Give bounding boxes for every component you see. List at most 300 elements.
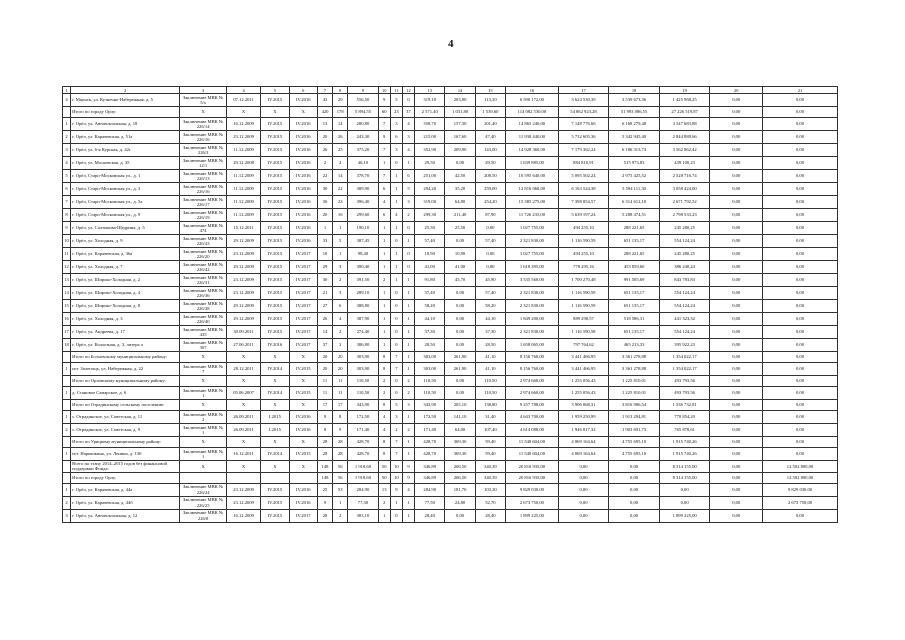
table-cell: 41,10 <box>475 352 505 363</box>
table-cell: 50 <box>378 472 390 483</box>
table-cell: IV.2016 <box>289 209 317 222</box>
table-cell <box>289 472 317 483</box>
table-cell: 23.12.2009 <box>226 274 260 287</box>
table-cell: 172,50 <box>415 411 445 424</box>
table-cell: 20 <box>317 363 332 376</box>
table-cell: 5 288 474,51 <box>609 209 660 222</box>
table-cell <box>63 472 71 483</box>
table-cell: 10,90 <box>415 248 445 261</box>
table-cell: X <box>261 400 289 411</box>
table-cell: 1 <box>402 339 414 352</box>
table-cell: X <box>226 437 260 448</box>
table-cell: 5 342 945,40 <box>609 131 660 144</box>
table-cell: IV.2016 <box>289 94 317 107</box>
table-cell: 0,00 <box>763 94 838 107</box>
table-cell: X <box>226 400 260 411</box>
table-cell: 11 <box>333 376 348 387</box>
table-cell: 107,40 <box>475 424 505 437</box>
table-cell: 6 <box>63 183 71 196</box>
table-row <box>63 387 838 400</box>
table-cell: 206,50 <box>445 461 475 473</box>
table-cell: 1 027 755,00 <box>506 222 559 235</box>
document-cell: X <box>180 461 227 473</box>
table-cell: 0,00 <box>763 313 838 326</box>
table-cell: 0,00 <box>763 235 838 248</box>
table-cell: IV.2015 <box>261 509 289 522</box>
table-cell: 2 <box>333 157 348 170</box>
column-number: 9 <box>348 87 378 94</box>
table-cell: IV.2015 <box>261 157 289 170</box>
table-cell: 651 135,17 <box>609 300 660 313</box>
table-cell: 58,20 <box>475 300 505 313</box>
address-cell: г. Мценск, ул. Кузнечно-Набережная, д. 5 <box>71 94 180 107</box>
address-cell: г. Орёл, Старо-Московская ул., д. 9 <box>71 209 180 222</box>
table-cell: 0,00 <box>710 352 763 363</box>
table-cell: IV.2017 <box>289 261 317 274</box>
table-cell: 303,90 <box>348 363 378 376</box>
table-cell: 289,10 <box>348 287 378 300</box>
table-cell: 11 <box>63 248 71 261</box>
table-cell <box>63 400 71 411</box>
column-number: 1 <box>63 87 71 94</box>
table-cell: 358,70 <box>415 118 445 131</box>
table-cell: 21 <box>317 287 332 300</box>
column-number: 10 <box>378 87 390 94</box>
table-row <box>63 287 838 300</box>
table-cell: 0,00 <box>445 313 475 326</box>
table-cell: 420 <box>317 107 332 118</box>
table-cell: 17 <box>317 400 332 411</box>
table-cell: IV.2017 <box>289 339 317 352</box>
table-cell: 778 295,16 <box>558 261 609 274</box>
document-cell: Заключение МВК № 435 <box>180 326 227 339</box>
table-row <box>63 313 838 326</box>
table-cell: 3 <box>390 144 402 157</box>
subtotal-row <box>63 107 838 118</box>
address-cell: Итого по городу Орлу: <box>71 107 180 118</box>
table-cell: 64,80 <box>445 196 475 209</box>
table-cell: 245 280,25 <box>659 248 710 261</box>
column-number: 2 <box>71 87 180 94</box>
table-cell: X <box>261 352 289 363</box>
table-cell: 77,50 <box>415 496 445 509</box>
table-cell: 395 922,23 <box>659 339 710 352</box>
table-cell: 375,20 <box>348 144 378 157</box>
table-cell: 28.12.2011 <box>226 363 260 376</box>
table-cell: 28 <box>317 437 332 448</box>
table-cell: 209,90 <box>445 144 475 157</box>
table-cell: 1 918,60 <box>348 472 378 483</box>
table-cell: 25,50 <box>415 222 445 235</box>
table-cell: 10 <box>390 461 402 473</box>
address-cell: г. Орёл, ул. Карачевская, д. 36а <box>71 248 180 261</box>
table-cell: 3 361 278,88 <box>609 352 660 363</box>
table-cell: 9 <box>63 222 71 235</box>
address-cell: с. Отрадинское, ул. Советская, д. 11 <box>71 411 180 424</box>
document-cell <box>180 472 227 483</box>
table-cell: 1 <box>402 437 414 448</box>
table-cell: X <box>289 352 317 363</box>
table-cell: 0,00 <box>710 411 763 424</box>
table-cell: 1 <box>390 196 402 209</box>
table-cell: X <box>289 376 317 387</box>
address-cell: г. Орёл, ул. Холодная, д. 7 <box>71 261 180 274</box>
address-cell: г. Орёл, ул. Широко-Холодная, д. 2 <box>71 274 180 287</box>
table-cell: 4 869 164,64 <box>558 437 609 448</box>
table-cell: 11 726 235,00 <box>506 209 559 222</box>
table-cell: 1 <box>378 326 390 339</box>
table-cell: 6 <box>402 170 414 183</box>
table-cell: 8 314 155,00 <box>659 472 710 483</box>
table-cell: 29,50 <box>475 157 505 170</box>
subtotal-row <box>63 352 838 363</box>
table-cell: 386 240,24 <box>659 261 710 274</box>
table-cell: 3 441 466,95 <box>558 352 609 363</box>
table-cell: I.2015 <box>261 411 289 424</box>
table-cell: 651 135,17 <box>609 287 660 300</box>
table-cell: 29,50 <box>415 157 445 170</box>
table-cell: X <box>261 376 289 387</box>
table-cell: IV.2015 <box>261 496 289 509</box>
table-cell: 2 321 830,00 <box>506 235 559 248</box>
table-cell: 1 700 270,48 <box>558 274 609 287</box>
table-cell: 0 <box>390 235 402 248</box>
table-cell: 0,00 <box>763 209 838 222</box>
document-cell: Заключение МВК № 226/36 <box>180 287 227 300</box>
table-cell: 43 <box>317 94 332 107</box>
table-cell: 29.12.2009 <box>226 235 260 248</box>
table-cell: 20 <box>333 352 348 363</box>
table-cell: 2 <box>402 424 414 437</box>
table-cell: 8 314 155,00 <box>659 461 710 473</box>
table-cell: 2 673 750,00 <box>763 496 838 509</box>
table-cell: IV.2015 <box>261 235 289 248</box>
document-cell: Заключение МВК № 12/1 <box>180 157 227 170</box>
table-cell: 31,40 <box>475 411 505 424</box>
table-cell: 91,80 <box>415 274 445 287</box>
document-cell: Заключение МВК № 1 <box>180 424 227 437</box>
table-cell: 11.12.2009 <box>226 170 260 183</box>
table-cell: 991 505,69 <box>609 274 660 287</box>
table-cell: 378,70 <box>348 170 378 183</box>
table-cell: 6 <box>333 300 348 313</box>
table-cell: 9 <box>378 131 390 144</box>
table-cell: 6 <box>390 131 402 144</box>
table-cell: 30 <box>317 274 332 287</box>
table-cell: IV.2015 <box>261 313 289 326</box>
table-cell: 0 <box>402 94 414 107</box>
table-cell: 1 <box>390 222 402 235</box>
table-cell: 1 116 590,59 <box>558 287 609 300</box>
table-cell: 2 671 792,52 <box>659 196 710 209</box>
table-cell: IV.2016 <box>289 483 317 496</box>
table-row <box>63 118 838 131</box>
table-cell: 387,45 <box>348 235 378 248</box>
table-cell: 28,50 <box>415 339 445 352</box>
table-cell: 23.12.2009 <box>226 287 260 300</box>
table-body <box>63 87 838 523</box>
table-cell: 15 <box>63 300 71 313</box>
table-cell: 1 959 250,99 <box>558 411 609 424</box>
table-cell: 13 <box>378 483 390 496</box>
table-cell: 5 095 502,24 <box>558 170 609 183</box>
table-cell: 2 <box>63 496 71 509</box>
table-row <box>63 209 838 222</box>
table-cell: 7 <box>390 352 402 363</box>
table-cell: 0,00 <box>710 131 763 144</box>
table-row <box>63 411 838 424</box>
table-cell: 6 186 313,74 <box>609 144 660 157</box>
address-cell: Всего по этапу 2014–2015 годов без финансовой поддержки Фонда: <box>71 461 180 473</box>
table-cell: 24,80 <box>445 496 475 509</box>
document-cell: Заключение МВК № 226/17 <box>180 196 227 209</box>
table-cell: 7 <box>378 170 390 183</box>
table-cell: 4 <box>390 209 402 222</box>
table-cell: 0,00 <box>710 170 763 183</box>
table-cell: 1 639 885,00 <box>506 157 559 170</box>
table-cell: 11 <box>317 387 332 400</box>
document-cell: Заключение МВК № 226/19 <box>180 209 227 222</box>
table-cell <box>226 472 260 483</box>
table-cell: 0,00 <box>710 326 763 339</box>
table-cell: 1 <box>402 363 414 376</box>
table-cell: 1 <box>378 235 390 248</box>
table-cell: 16.12.2009 <box>226 118 260 131</box>
table-cell: 3 535 560,00 <box>506 274 559 287</box>
table-row <box>63 261 838 274</box>
table-cell: 1 225 810,01 <box>609 387 660 400</box>
table-cell: 0 <box>402 261 414 274</box>
document-cell: Заключение МВК № 474 <box>180 222 227 235</box>
table-cell: 29 <box>317 261 332 274</box>
table-cell: 87,90 <box>475 209 505 222</box>
table-cell: IV.2015 <box>261 209 289 222</box>
table-cell: 0,00 <box>710 144 763 157</box>
table-cell: 37,30 <box>415 326 445 339</box>
document-cell: Заключение МВК № 226/20 <box>180 248 227 261</box>
table-cell: 0 <box>390 300 402 313</box>
table-cell: 57,40 <box>415 287 445 300</box>
table-cell: 14 <box>317 326 332 339</box>
table-cell: 190,10 <box>348 222 378 235</box>
table-cell: IV.2016 <box>289 235 317 248</box>
table-cell: 4 <box>402 483 414 496</box>
table-cell: 29.12.2009 <box>226 261 260 274</box>
table-cell: 7 <box>63 196 71 209</box>
table-cell: 0,00 <box>445 326 475 339</box>
table-cell: 0,00 <box>710 183 763 196</box>
table-cell: X <box>289 107 317 118</box>
table-cell: 2 <box>63 131 71 144</box>
document-cell: Заключение МВК № 1 <box>180 448 227 461</box>
table-cell: 110,50 <box>475 387 505 400</box>
table-cell: 1 <box>402 274 414 287</box>
table-cell: 2 <box>378 496 390 509</box>
table-cell: 1 <box>317 222 332 235</box>
table-cell: 9 <box>402 472 414 483</box>
table-cell: 243,30 <box>348 131 378 144</box>
table-cell: 6 590 172,00 <box>506 94 559 107</box>
table-cell: 765 878,61 <box>659 424 710 437</box>
table-cell: 14 <box>333 170 348 183</box>
table-cell: 1 <box>63 483 71 496</box>
table-cell: IV.2017 <box>289 326 317 339</box>
table-cell: 11.12.2009 <box>226 144 260 157</box>
address-cell: Итого по Отрадинскому сельскому поселению: <box>71 400 180 411</box>
table-cell: 0,00 <box>710 424 763 437</box>
table-cell: 64,00 <box>445 424 475 437</box>
table-cell: 28,50 <box>475 339 505 352</box>
table-cell: 11 540 604,00 <box>506 448 559 461</box>
column-number: 11 <box>390 87 402 94</box>
table-cell: 10,90 <box>445 248 475 261</box>
table-cell: 2 321 830,00 <box>506 326 559 339</box>
table-cell: 11 <box>317 376 332 387</box>
table-cell: 0 <box>390 326 402 339</box>
table-cell: 1 <box>378 313 390 326</box>
table-cell: IV.2015 <box>261 118 289 131</box>
subtotal-row <box>63 472 838 483</box>
table-cell: 0,00 <box>558 509 609 522</box>
document-cell: Заключение МВК № 226/24 <box>180 483 227 496</box>
table-cell: 208,50 <box>475 170 505 183</box>
column-number: 3 <box>180 87 227 94</box>
table-cell: 1 658 065,00 <box>506 339 559 352</box>
table-cell: X <box>261 461 289 473</box>
table-cell: IV.2016 <box>289 496 317 509</box>
table-cell: 1 915 740,26 <box>659 448 710 461</box>
table-cell: 1 116 590,59 <box>558 300 609 313</box>
table-cell: 1 <box>402 300 414 313</box>
table-cell: 0,00 <box>609 496 660 509</box>
table-cell: 1 <box>402 496 414 509</box>
table-cell: 0,00 <box>763 509 838 522</box>
table-cell: 1 <box>402 448 414 461</box>
table-cell: 05.06.2007 <box>226 387 260 400</box>
page-number: 4 <box>448 38 454 50</box>
table-cell: 4 755 695,10 <box>609 448 660 461</box>
table-cell: 22 <box>317 170 332 183</box>
table-cell: 167,60 <box>445 131 475 144</box>
table-cell: 0,00 <box>710 157 763 170</box>
table-cell: 29.12.2008 <box>226 157 260 170</box>
table-cell: 9 <box>317 496 332 509</box>
table-cell: 211,40 <box>445 209 475 222</box>
table-cell: 35,20 <box>445 183 475 196</box>
table-cell: IV.2015 <box>261 248 289 261</box>
table-cell: 245 280,25 <box>659 222 710 235</box>
table-cell: 10 595 640,00 <box>506 170 559 183</box>
table-cell: 1 <box>390 170 402 183</box>
column-number-row <box>63 87 838 94</box>
table-cell: 54 862 923,28 <box>558 107 609 118</box>
table-cell: 2 <box>63 424 71 437</box>
table-cell: 1 539,60 <box>475 107 505 118</box>
table-cell: 8 <box>378 448 390 461</box>
table-cell: 5 894,55 <box>348 107 378 118</box>
table-cell: 113,30 <box>475 94 505 107</box>
table-cell: 0,00 <box>763 387 838 400</box>
table-cell: 2 975 425,52 <box>609 170 660 183</box>
table-cell: IV.2016 <box>289 222 317 235</box>
table-cell: 1 <box>378 300 390 313</box>
table-cell: 1 <box>378 339 390 352</box>
table-cell: 383,10 <box>348 509 378 522</box>
table-cell: 0,00 <box>763 448 838 461</box>
table-cell: 14 <box>333 118 348 131</box>
table-cell: 0,00 <box>763 326 838 339</box>
table-cell: 171,40 <box>415 424 445 437</box>
table-cell: 46,10 <box>348 157 378 170</box>
table-cell: 110,50 <box>475 376 505 387</box>
table-cell: 8 <box>317 424 332 437</box>
table-cell: 7 398 854,57 <box>558 196 609 209</box>
table-cell: 5 594 111,30 <box>609 183 660 196</box>
table-cell: 7 <box>390 363 402 376</box>
table-cell: 13 <box>317 118 332 131</box>
table-cell: 770 854,20 <box>659 411 710 424</box>
table-cell: IV.2015 <box>261 222 289 235</box>
table-cell: 0,00 <box>763 157 838 170</box>
document-cell: Заключение МВК № 226/38 <box>180 300 227 313</box>
table-cell: X <box>261 437 289 448</box>
table-cell: 1 536 732,81 <box>659 400 710 411</box>
table-cell: 20 <box>333 363 348 376</box>
table-cell: 16.12.2011 <box>226 448 260 461</box>
table-cell: 37,30 <box>475 326 505 339</box>
table-cell: 1 116 590,58 <box>558 326 609 339</box>
table-cell: 346,89 <box>415 461 445 473</box>
table-cell: 23.12.2009 <box>226 496 260 509</box>
table-cell: X <box>226 107 260 118</box>
table-cell: I.2015 <box>261 424 289 437</box>
table-cell: 0,00 <box>710 118 763 131</box>
table-cell: 3 058 424,00 <box>659 183 710 196</box>
document-cell: Заключение МВК № 2 <box>180 411 227 424</box>
table-cell: 11 <box>333 387 348 400</box>
table-cell: 319,00 <box>415 196 445 209</box>
table-cell: 42,50 <box>445 170 475 183</box>
column-number: 20 <box>710 87 763 94</box>
table-cell: 0,00 <box>609 483 660 496</box>
table-cell: 110,50 <box>348 376 378 387</box>
table-cell: 1 <box>402 411 414 424</box>
table-cell: 57,40 <box>475 287 505 300</box>
table-cell: 4 869 164,64 <box>558 448 609 461</box>
table-cell: 16 <box>63 313 71 326</box>
address-cell: г. Орёл, Старо-Московская ул., д. 1 <box>71 170 180 183</box>
table-cell: 12 502 800,00 <box>763 461 838 473</box>
table-cell: 0,00 <box>710 363 763 376</box>
table-cell: 0,00 <box>609 472 660 483</box>
table-cell: 0,00 <box>475 222 505 235</box>
table-cell: 45,70 <box>445 274 475 287</box>
table-cell: 2 673 750,00 <box>506 496 559 509</box>
table-cell: 4 <box>402 144 414 157</box>
table-cell: 0,00 <box>710 287 763 300</box>
table-cell: 396,40 <box>348 196 378 209</box>
table-cell: 20 <box>317 352 332 363</box>
table-cell: 1 <box>402 352 414 363</box>
table-cell: 554 124,24 <box>659 235 710 248</box>
table-cell: 23 <box>333 196 348 209</box>
table-cell: 1 <box>402 157 414 170</box>
document-cell: Заключение МВК № 307 <box>180 339 227 352</box>
table-cell: 2 <box>333 274 348 287</box>
table-cell: 29 <box>333 94 348 107</box>
table-cell: 20 816 935,00 <box>506 461 559 473</box>
address-cell: г. Орёл, ул. Широко-Холодная, д. 8 <box>71 300 180 313</box>
